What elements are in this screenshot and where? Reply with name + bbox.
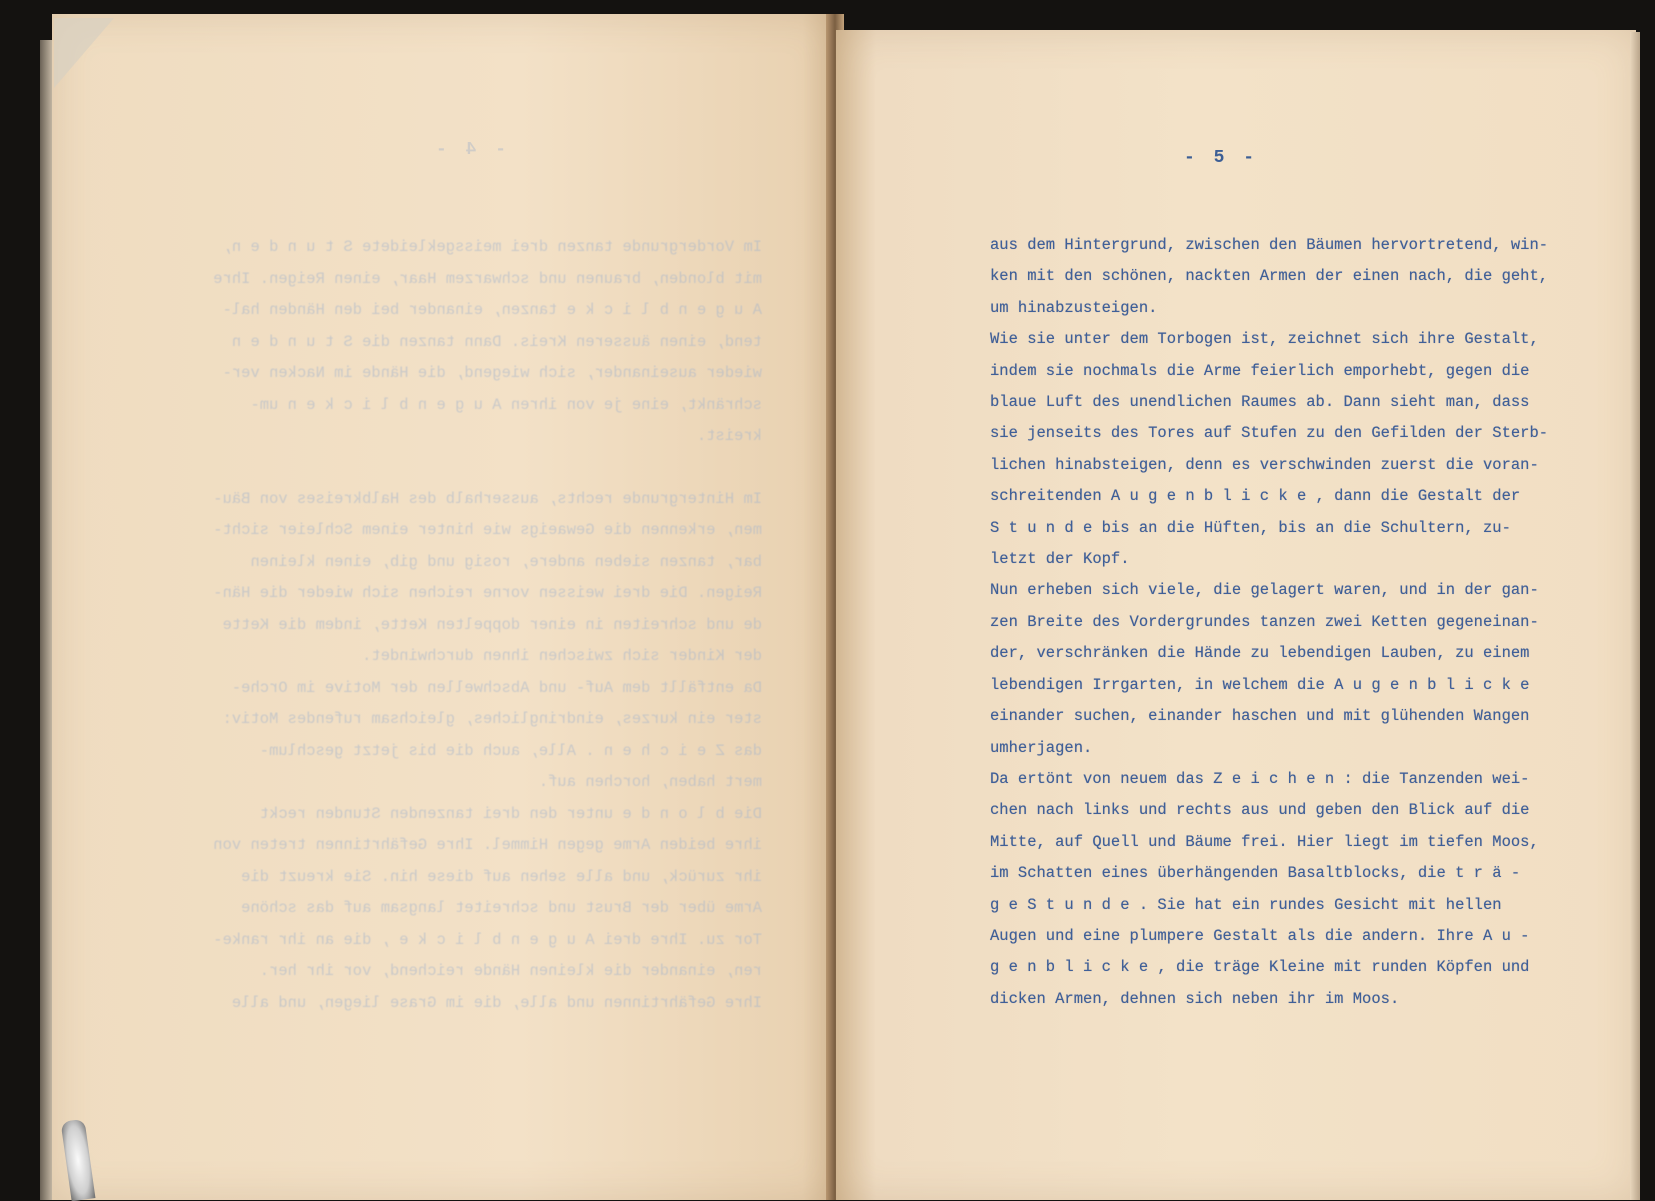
left-page: [52, 14, 834, 1200]
bleed-through-line: ster ein kurzes, eindringliches, gleichsam rufendes Motiv:: [222, 710, 762, 728]
text-line: Augen und eine plumpere Gestalt als die andern. Ihre A u -: [990, 926, 1530, 945]
bleed-through-line: de und schreiten in einer doppelten Kette, indem die Kette: [222, 615, 762, 634]
text-line: blaue Luft des unendlichen Raumes ab. Dann sieht man, dass: [990, 393, 1530, 412]
text-line: dicken Armen, dehnen sich neben ihr im Moos.: [990, 989, 1400, 1008]
text-line: g e n b l i c k e , die träge Kleine mit runden Köpfen und: [990, 958, 1530, 977]
bleed-through-line: Im Vordergrunde tanzen drei meissgekleidete S t u n d e n,: [222, 238, 762, 256]
bleed-through-line: Die b l o n d e unter den drei tanzenden Stunden reckt: [259, 804, 762, 823]
text-line: um hinabzusteigen.: [990, 298, 1158, 317]
bleed-through-line: ihr zurück, und alle sehen auf diese hin. Sie kreuzt die: [241, 867, 762, 886]
text-line: chen nach links und rechts aus und geben den Blick auf die: [990, 801, 1530, 820]
bleed-through-line: Da entfällt dem Auf- und Abschwellen der Motive im Orche-: [231, 678, 762, 697]
text-line: sie jenseits des Tores auf Stufen zu den Gefilden der Sterb-: [990, 424, 1549, 443]
text-line: einander suchen, einander haschen und mit glühenden Wangen: [990, 707, 1530, 726]
text-line: zen Breite des Vordergrundes tanzen zwei Ketten gegeneinan-: [990, 612, 1539, 631]
bleed-through-line: bar, tanzen sieben andere, rosig und gib, einen kleinen: [250, 552, 762, 571]
text-line: ken mit den schönen, nackten Armen der einen nach, die geht,: [990, 267, 1549, 286]
bleed-through-line: Ihre Gefährtinnen und alle, die im Grase liegen, und alle: [231, 993, 762, 1012]
bleed-through-line: schränkt, eine je von ihren A u g e n b l i c k e n um-: [250, 395, 762, 414]
bleed-through-line: [122, 453, 762, 484]
bleed-through-line: das Z e i c h e n . Alle, auch die bis jetzt geschlum-: [259, 741, 762, 760]
left-page-number: - 4 -: [432, 140, 507, 160]
text-line: lebendigen Irrgarten, in welchem die A u g e n b l i c k e: [990, 675, 1530, 694]
right-page: [836, 30, 1636, 1200]
text-line: im Schatten eines überhängenden Basaltblocks, die t r ä -: [990, 864, 1521, 883]
text-line: schreitenden A u g e n b l i c k e , dann die Gestalt der: [990, 487, 1521, 506]
bleed-through-line: Reigen. Die drei weissen vorne reichen sich wieder die Hän-: [213, 584, 762, 602]
book-right-edge: [1630, 32, 1640, 1200]
bleed-through-line: tend, einen äusseren Kreis. Dann tanzen die S t u n d e n: [231, 332, 762, 351]
text-line: lichen hinabsteigen, denn es verschwinden zuerst die voran-: [990, 455, 1539, 474]
text-line: indem sie nochmals die Arme feierlich emporhebt, gegen die: [990, 361, 1530, 380]
bleed-through-text: [122, 232, 762, 1019]
right-page-number: - 5 -: [1184, 148, 1259, 168]
text-line: Nun erheben sich viele, die gelagert waren, und in der gan-: [990, 581, 1539, 600]
text-line: g e S t u n d e . Sie hat ein rundes Gesicht mit hellen: [990, 895, 1502, 914]
bleed-through-line: Tor zu. Ihre drei A u g e n b l i c k e , die an ihr ranke-: [213, 930, 762, 949]
bleed-through-line: mit blonden, braunen und schwarzem Haar, einen Reigen. Ihre: [213, 269, 762, 288]
right-page-body: [990, 230, 1550, 1015]
text-line: S t u n d e bis an die Hüften, bis an die Schultern, zu-: [990, 518, 1511, 537]
text-line: der, verschränken die Hände zu lebendigen Lauben, zu einem: [990, 644, 1530, 663]
bleed-through-line: ren, einander die kleinen Hände reichend, vor ihr her.: [259, 962, 762, 980]
bleed-through-line: wieder auseinander, sich wiegend, die Hände im Nacken ver-: [222, 364, 762, 382]
bleed-through-line: mert haben, horchen auf.: [538, 773, 762, 791]
bleed-through-line: Arme über der Brust und schreitet langsam auf das schöne: [241, 899, 762, 917]
text-line: umherjagen.: [990, 738, 1093, 757]
text-line: Da ertönt von neuem das Z e i c h e n : die Tanzenden wei-: [990, 769, 1530, 788]
text-line: letzt der Kopf.: [990, 550, 1130, 569]
bleed-through-line: Im Hintergrunde rechts, ausserhalb des Halbkreises von Bäu-: [213, 489, 762, 508]
text-line: Wie sie unter dem Torbogen ist, zeichnet sich ihre Gestalt,: [990, 330, 1539, 349]
bleed-through-line: men, erkennen die Gewaeigs wie hinter einem Schleier sicht-: [213, 521, 762, 539]
bleed-through-line: kreist.: [696, 427, 762, 445]
text-line: Mitte, auf Quell und Bäume frei. Hier liegt im tiefen Moos,: [990, 832, 1539, 851]
bleed-through-line: A u g e n b l i c k e tanzen, einander bei den Händen hal-: [222, 301, 762, 319]
bleed-through-line: der Kinder sich zwischen ihnen durchwindet.: [362, 647, 762, 665]
text-line: aus dem Hintergrund, zwischen den Bäumen hervortretend, win-: [990, 236, 1549, 254]
bleed-through-line: ihre beiden Arme gegen Himmel. Ihre Gefährtinnen treten von: [213, 836, 762, 854]
